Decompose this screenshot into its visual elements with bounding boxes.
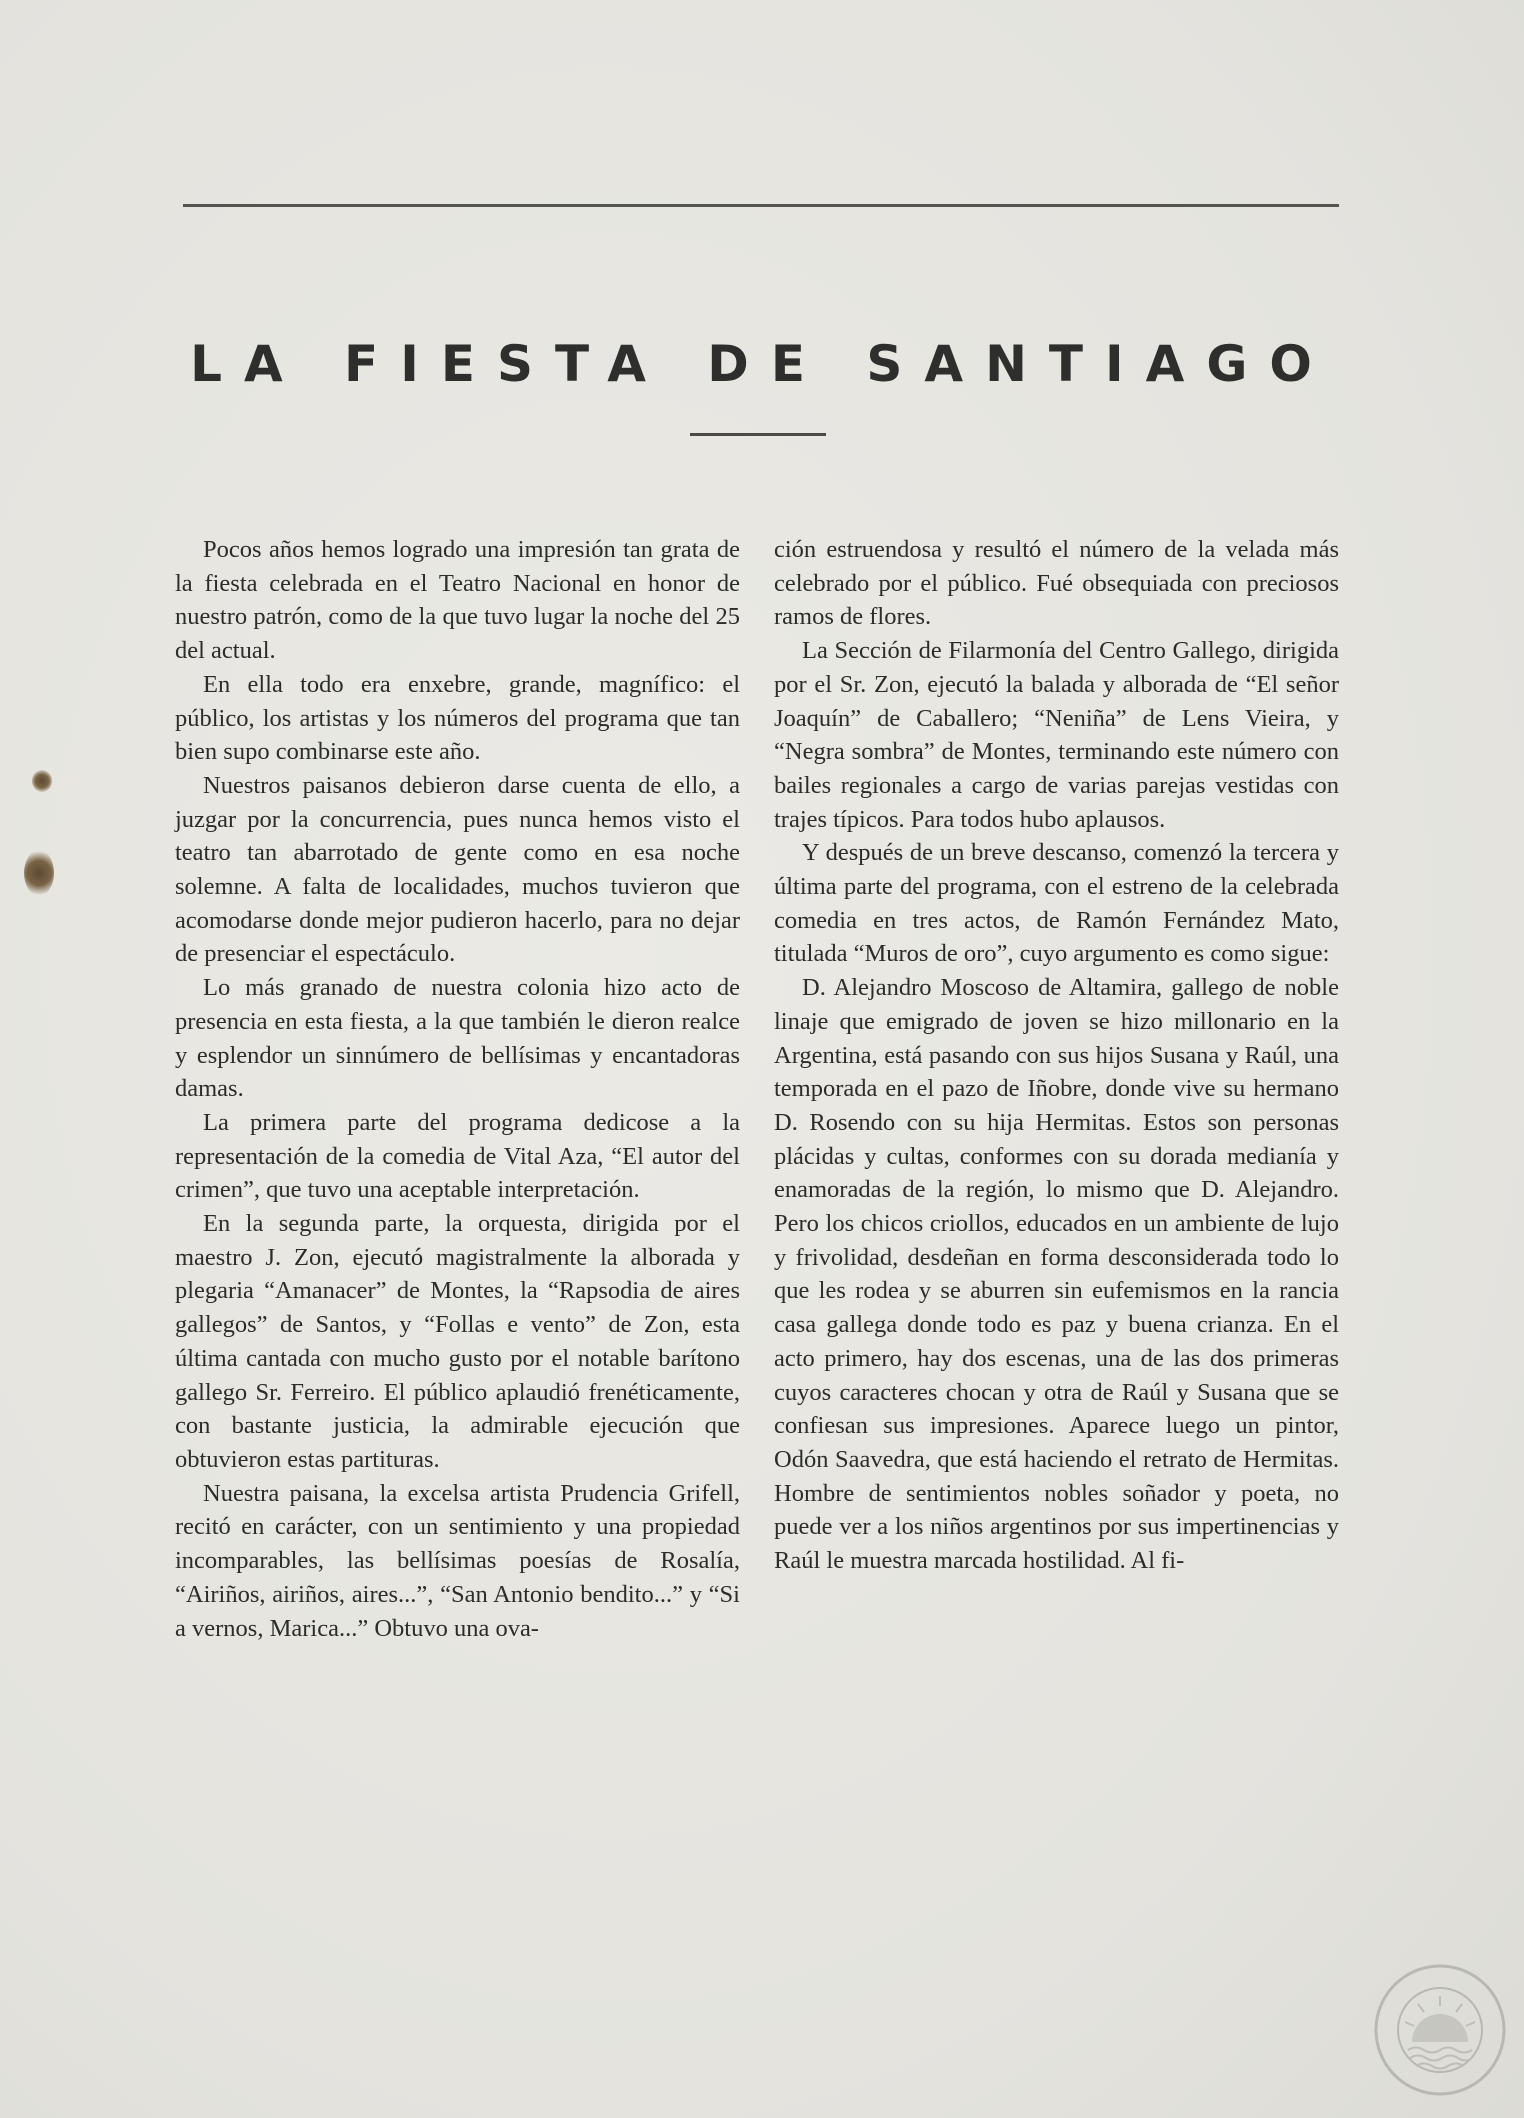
paragraph: Nuestra paisana, la excelsa artista Prudencia Grifell, recitó en carácter, con un sentimiento y una propiedad incomparables, las bellísimas poesías de Rosalía, “Airiños, airiños, aires...”, “San Antonio bendito...” y “Si a vernos, Marica...” Obtuvo una ova-	[175, 1479, 740, 1642]
paragraph: D. Alejandro Moscoso de Altamira, gallego de noble linaje que emigrado de joven se hizo millonario en la Argentina, está pasando con sus hijos Susana y Raúl, una temporada en el pazo de Iñobre, donde vive su hermano D. Rosendo con su hija Hermitas. Estos son personas plácidas y cultas, conformes con su dorada medianía y enamoradas de la región, lo mismo que D. Alejandro. Pero los chicos criollos, educados en un ambiente de lujo y frivolidad, desdeñan en forma desconsiderada todo lo que les rodea y se aburren sin eufemismos en la rancia casa gallega donde todo es paz y buena crianza. En el acto primero, hay dos escenas, una de las dos primeras cuyos caracteres chocan y otra de Raúl y Susana que se confiesan sus impresiones. Aparece luego un pintor, Odón Saavedra, que está haciendo el retrato de Hermitas. Hombre de sentimientos nobles soñador y poeta, no puede ver a los niños argentinos por sus impertinencias y Raúl le muestra marcada hostilidad. Al fi-	[774, 974, 1339, 1575]
paragraph: La primera parte del programa dedicose a la representación de la comedia de Vital Aza, “El autor del crimen”, que tuvo una aceptable interpretación.	[175, 1108, 740, 1204]
paragraph: En la segunda parte, la orquesta, dirigida por el maestro J. Zon, ejecutó magistralmente la alborada y plegaria “Amanacer” de Montes, la “Rapsodia de aires gallegos” de Santos, y “Follas e vento” de Zon, esta última cantada con mucho gusto por el notable barítono gallego Sr. Ferreiro. El público aplaudió frenéticamente, con bastante justicia, la admirable ejecución que obtuvieron estas partituras.	[175, 1210, 740, 1473]
paragraph: Nuestros paisanos debieron darse cuenta de ello, a juzgar por la concurrencia, pues nunca hemos visto el teatro tan abarrotado de gente como en esa noche solemne. A falta de localidades, muchos tuvieron que acomodarse donde mejor pudieron hacerlo, para no dejar de presenciar el espectáculo.	[175, 771, 740, 968]
left-column	[175, 533, 740, 1645]
top-rule	[183, 204, 1339, 207]
paragraph: En ella todo era enxebre, grande, magnífico: el público, los artistas y los números del programa que tan bien supo combinarse este año.	[175, 670, 740, 766]
paragraph: Pocos años hemos logrado una impresión tan grata de la fiesta celebrada en el Teatro Nacional en honor de nuestro patrón, como de la que tuvo lugar la noche del 25 del actual.	[175, 536, 740, 665]
paper-stain	[32, 770, 52, 792]
paragraph-continuation: ción estruendosa y resultó el número de la velada más celebrado por el público. Fué obsequiada con preciosos ramos de flores.	[774, 536, 1339, 631]
academy-seal-icon	[1372, 1962, 1508, 2098]
paragraph: Lo más granado de nuestra colonia hizo acto de presencia en esta fiesta, a la que también le dieron realce y esplendor un sinnúmero de bellísimas y encantadoras damas.	[175, 974, 740, 1103]
paper-stain	[24, 850, 54, 896]
title-ornament	[690, 433, 826, 436]
paragraph: La Sección de Filarmonía del Centro Gallego, dirigida por el Sr. Zon, ejecutó la balada y alborada de “El señor Joaquín” de Caballero; “Neniña” de Lens Vieira, y “Negra sombra” de Montes, terminando este número con bailes regionales a cargo de varias parejas vestidas con trajes típicos. Para todos hubo aplausos.	[774, 637, 1339, 833]
article-title: LA FIESTA DE SANTIAGO	[190, 335, 1334, 393]
right-column	[774, 533, 1339, 1578]
paragraph: Y después de un breve descanso, comenzó la tercera y última parte del programa, con el estreno de la celebrada comedia en tres actos, de Ramón Fernández Mato, titulada “Muros de oro”, cuyo argumento es como sigue:	[774, 839, 1339, 968]
